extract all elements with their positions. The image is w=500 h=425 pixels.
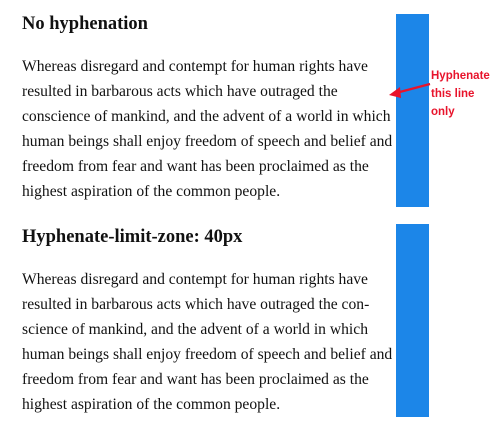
paragraph-line: resulted in barbarous acts which have outraged the xyxy=(22,83,338,100)
annotation-arrow-icon xyxy=(388,78,432,102)
paragraph-line: freedom from fear and want has been proclaimed as the xyxy=(22,371,369,388)
paragraph-line: highest aspiration of the common people. xyxy=(22,396,281,413)
hyphenate-limit-zone-heading: Hyphenate-limit-zone: 40px xyxy=(22,227,243,247)
paragraph-line: Whereas disregard and contempt for human rights have xyxy=(22,58,368,75)
paragraph-line: science of mankind, and the advent of a world in which xyxy=(22,321,368,338)
hyphenate-limit-zone-section xyxy=(22,225,392,417)
note-line: this line xyxy=(431,88,475,100)
paragraph-line: highest aspiration of the common people. xyxy=(22,183,281,200)
paragraph-line: human beings shall enjoy freedom of speech and belief and xyxy=(22,346,393,363)
no-hyphenation-section xyxy=(22,12,392,204)
paragraph-line: freedom from fear and want has been proclaimed as the xyxy=(22,158,369,175)
hyphenate-note xyxy=(431,67,490,121)
paragraph-line: human beings shall enjoy freedom of speech and belief and xyxy=(22,133,393,150)
paragraph-line: resulted in barbarous acts which have outraged the con- xyxy=(22,296,370,313)
hyphenation-zone-bar-bottom xyxy=(396,224,429,417)
no-hyphenation-paragraph xyxy=(22,54,392,204)
note-line: only xyxy=(431,106,455,118)
no-hyphenation-heading: No hyphenation xyxy=(22,14,148,34)
note-line: Hyphenate xyxy=(431,70,490,82)
paragraph-line: Whereas disregard and contempt for human rights have xyxy=(22,271,368,288)
hyphenated-paragraph xyxy=(22,267,392,417)
hyphenation-zone-bar-top xyxy=(396,14,429,207)
paragraph-line: conscience of mankind, and the advent of a world in which xyxy=(22,108,391,125)
